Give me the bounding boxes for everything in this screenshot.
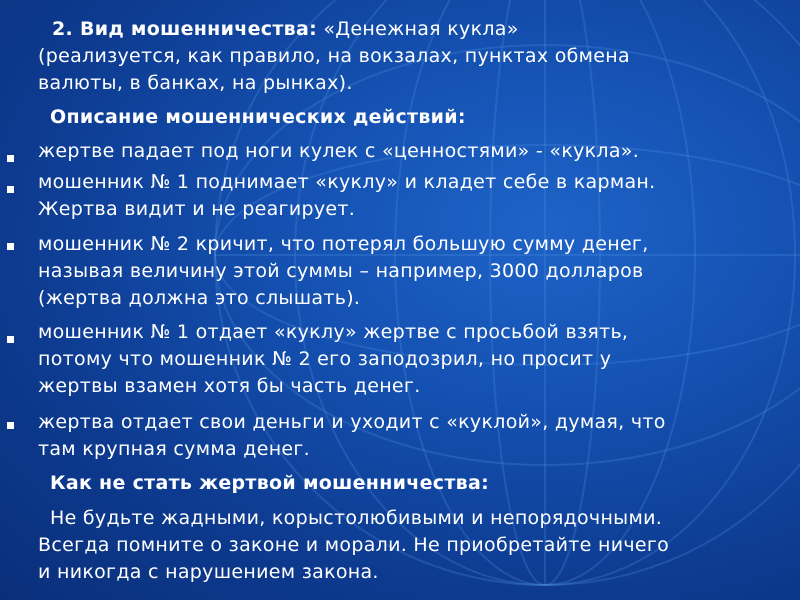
bullet-icon (7, 186, 14, 193)
advice-line-2: Всегда помните о законе и морали. Не приобретайте ничего (38, 534, 670, 556)
advice-title: Как не стать жертвой мошенничества: (50, 472, 490, 494)
heading-prefix: 2. Вид мошенничества: (52, 18, 317, 40)
bullet-icon (7, 422, 14, 429)
step-2-line-2: Жертва видит и не реагирует. (38, 198, 356, 220)
step-5-line-2: там крупная сумма денег. (38, 438, 311, 460)
step-3-line-2: называя величину этой суммы – например, 3000 долларов (38, 260, 644, 282)
step-2-line-1: мошенник № 1 поднимает «куклу» и кладет себе в карман. (38, 171, 656, 193)
step-1-line-1: жертве падает под ноги кулек с «ценностями» - «кукла». (38, 140, 640, 162)
heading-line-2: (реализуется, как правило, на вокзалах, пунктах обмена (38, 45, 630, 67)
heading-line-1 (52, 16, 519, 42)
bullet-icon (7, 336, 14, 343)
step-4-line-2: потому что мошенник № 2 его заподозрил, но просит у (38, 348, 612, 370)
advice-line-3: и никогда с нарушением закона. (38, 561, 379, 583)
step-4-line-3: жертвы взамен хотя бы часть денег. (38, 375, 421, 397)
step-3-line-1: мошенник № 2 кричит, что потерял большую сумму денег, (38, 233, 649, 255)
step-3-line-3: (жертва должна это слышать). (38, 287, 361, 309)
description-title: Описание мошеннических действий: (50, 106, 466, 128)
bullet-icon (7, 243, 14, 250)
heading-scheme-name: «Денежная кукла» (316, 18, 519, 40)
step-5-line-1: жертва отдает свои деньги и уходит с «куклой», думая, что (38, 411, 666, 433)
advice-line-1: Не будьте жадными, корыстолюбивыми и непорядочными. (50, 507, 663, 529)
bullet-icon (7, 155, 14, 162)
heading-line-3: валюты, в банках, на рынках). (38, 72, 353, 94)
step-4-line-1: мошенник № 1 отдает «куклу» жертве с просьбой взять, (38, 321, 629, 343)
